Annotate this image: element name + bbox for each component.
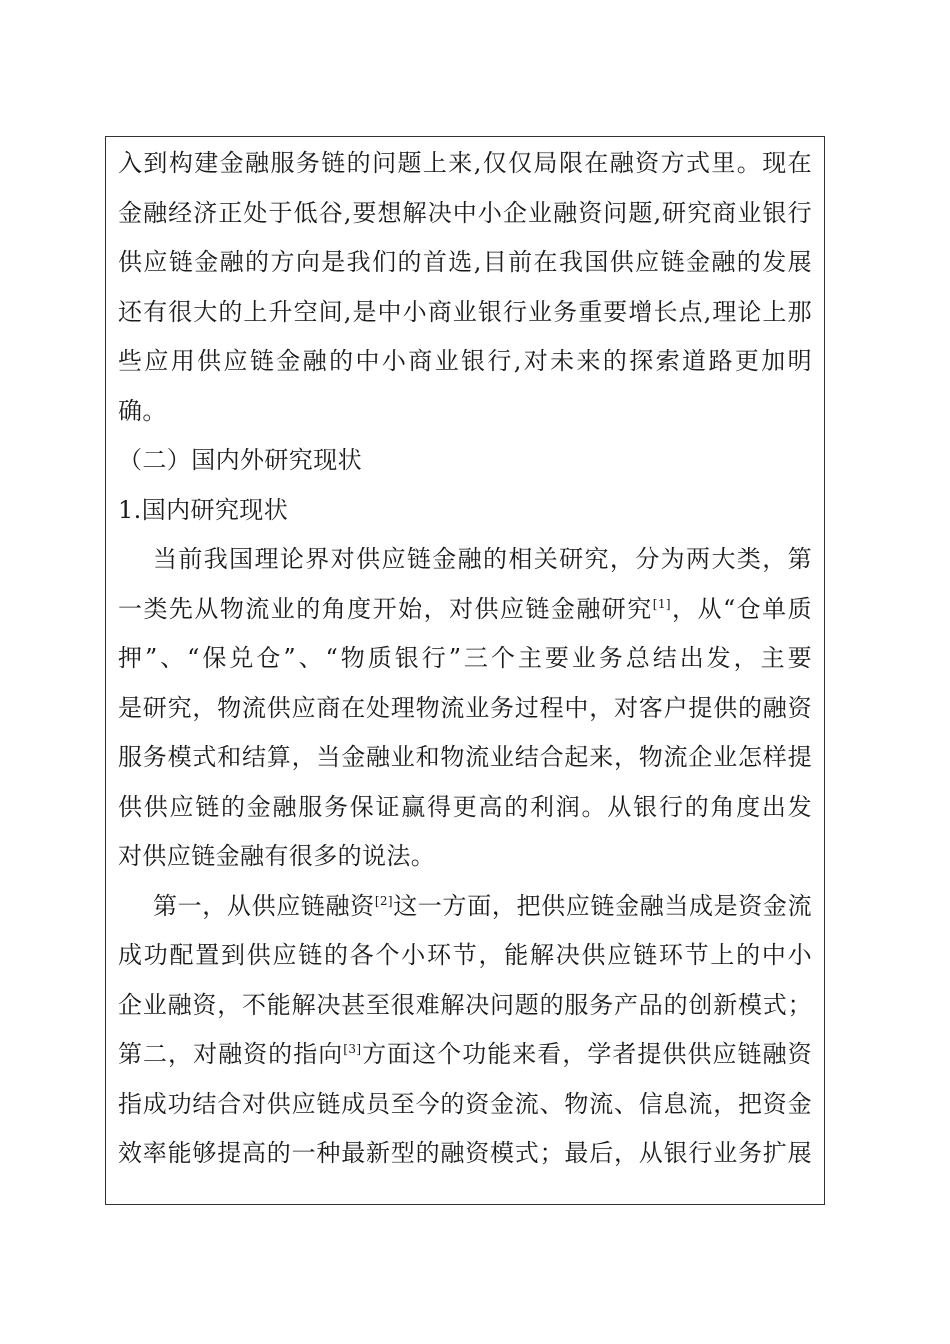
paragraph-line: 些应用供应链金融的中小商业银行,对未来的探索道路更加明 xyxy=(118,347,812,375)
citation-ref: [1] xyxy=(652,596,671,611)
paragraph-line: 当前我国理论界对供应链金融的相关研究，分为两大类，第 xyxy=(153,545,812,573)
paragraph-line xyxy=(118,1030,812,1080)
paragraph-line: 服务模式和结算，当金融业和物流业结合起来，物流企业怎样提 xyxy=(118,743,812,771)
paragraph-line: 指成功结合对供应链成员至今的资金流、物流、信息流，把资金 xyxy=(118,1089,812,1118)
paragraph-line: 入到构建金融服务链的问题上来,仅仅局限在融资方式里。现在 xyxy=(118,149,812,177)
paragraph-line: 效率能够提高的一种最新型的融资模式；最后，从银行业务扩展 xyxy=(118,1139,812,1167)
paragraph-line xyxy=(118,882,812,932)
subsection-heading: 1.国内研究现状 xyxy=(118,495,289,524)
citation-ref: [2] xyxy=(374,893,394,908)
line-text: ，从“仓单质 xyxy=(670,594,813,623)
line-text: 第一，从供应链融资 xyxy=(153,891,375,920)
paragraph-line: 确。 xyxy=(118,396,167,425)
paragraph-line: 对供应链金融有很多的说法。 xyxy=(118,842,436,870)
paragraph-line xyxy=(118,585,812,635)
line-text: 这一方面，把供应链金融当成是资金流 xyxy=(393,891,812,920)
paragraph-line: 成功配置到供应链的各个小环节，能解决供应链环节上的中小 xyxy=(118,941,812,969)
citation-ref: [3] xyxy=(343,1042,362,1056)
page-frame xyxy=(105,136,825,1205)
line-text: 方面这个功能来看，学者提供供应链融资 xyxy=(361,1040,812,1068)
document-body xyxy=(118,139,812,1179)
section-heading: （二）国内外研究现状 xyxy=(118,446,362,474)
paragraph-line: 企业融资，不能解决甚至很难解决问题的服务产品的创新模式； xyxy=(118,990,812,1019)
paragraph-line: 押”、“保兑仓”、“物质银行”三个主要业务总结出发，主要 xyxy=(118,644,812,672)
paragraph-line: 是研究，物流供应商在处理物流业务过程中，对客户提供的融资 xyxy=(118,693,812,722)
line-text: 一类先从物流业的角度开始，对供应链金融研究 xyxy=(118,594,653,623)
paragraph-line: 供应链金融的方向是我们的首选,目前在我国供应链金融的发展 xyxy=(118,248,812,276)
paragraph-line: 供供应链的金融服务保证赢得更高的利润。从银行的角度出发 xyxy=(118,792,812,821)
paragraph-line: 还有很大的上升空间,是中小商业银行业务重要增长点,理论上那 xyxy=(118,297,812,326)
paragraph-line: 金融经济正处于低谷,要想解决中小企业融资问题,研究商业银行 xyxy=(118,198,812,227)
line-text: 第二，对融资的指向 xyxy=(118,1040,344,1068)
